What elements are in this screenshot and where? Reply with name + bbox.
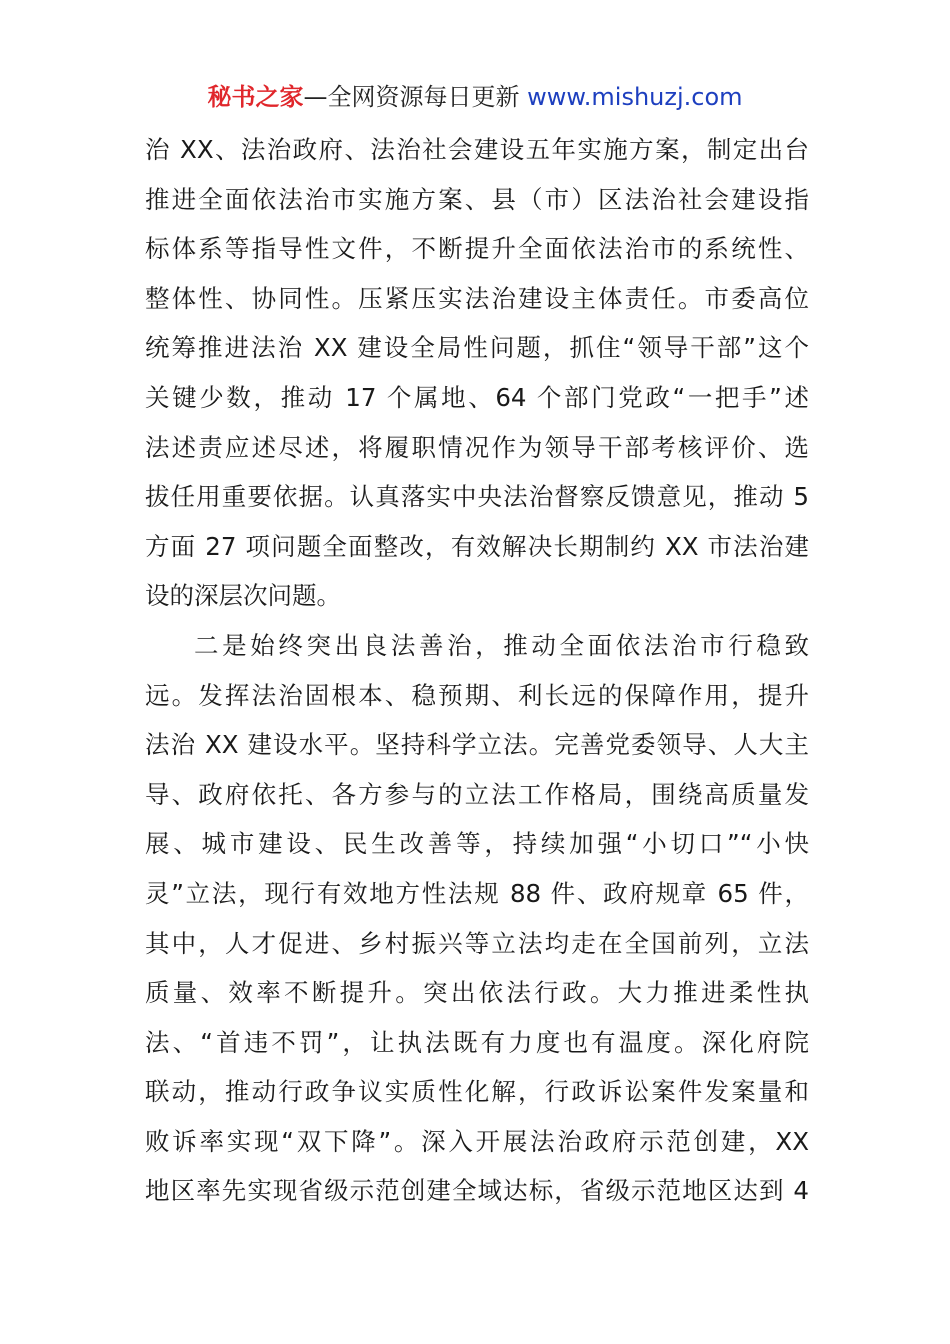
text-line: 推进全面依法治市实施方案、县（市）区法治社会建设指 — [145, 184, 809, 214]
text-line: 败诉率实现“双下降”。深入开展法治政府示范创建，XX — [145, 1126, 809, 1156]
text-line: 灵”立法，现行有效地方性法规 88 件、政府规章 65 件， — [145, 878, 809, 908]
site-tagline: —全网资源每日更新 — [303, 83, 520, 111]
text-line: 导、政府依托、各方参与的立法工作格局，围绕高质量发 — [145, 779, 809, 809]
site-brand: 秘书之家 — [207, 83, 304, 111]
text-line: 二是始终突出良法善治，推动全面依法治市行稳致 — [194, 630, 809, 660]
text-line: 标体系等指导性文件，不断提升全面依法治市的系统性、 — [145, 234, 809, 264]
text-line: 统筹推进法治 XX 建设全局性问题，抓住“领导干部”这个 — [145, 333, 809, 363]
text-line: 法、“首违不罚”，让执法既有力度也有温度。深化府院 — [145, 1027, 809, 1057]
document-body — [145, 125, 809, 1216]
text-line: 远。发挥法治固根本、稳预期、利长远的保障作用，提升 — [145, 680, 809, 710]
paragraph — [145, 125, 809, 621]
text-line: 整体性、协同性。压紧压实法治建设主体责任。市委高位 — [145, 283, 809, 313]
text-line: 其中，人才促进、乡村振兴等立法均走在全国前列，立法 — [145, 928, 809, 958]
text-line: 拔任用重要依据。认真落实中央法治督察反馈意见，推动 5 — [145, 482, 809, 512]
text-line: 法述责应述尽述，将履职情况作为领导干部考核评价、选 — [145, 432, 809, 462]
text-line: 治 XX、法治政府、法治社会建设五年实施方案，制定出台 — [145, 135, 809, 164]
site-header — [0, 82, 950, 112]
text-line: 关键少数，推动 17 个属地、64 个部门党政“一把手”述 — [145, 382, 809, 412]
paragraph — [145, 621, 809, 1216]
text-line: 法治 XX 建设水平。坚持科学立法。完善党委领导、人大主 — [145, 730, 809, 760]
text-line: 联动，推动行政争议实质性化解，行政诉讼案件发案量和 — [145, 1077, 809, 1107]
text-line: 设的深层次问题。 — [145, 581, 341, 611]
text-line: 地区率先实现省级示范创建全域达标，省级示范地区达到 4 — [145, 1176, 809, 1206]
text-line: 方面 27 项问题全面整改，有效解决长期制约 XX 市法治建 — [145, 531, 809, 561]
text-line: 质量、效率不断提升。突出依法行政。大力推进柔性执 — [145, 978, 809, 1008]
text-line: 展、城市建设、民生改善等，持续加强“小切口”“小快 — [145, 829, 809, 859]
site-url-link[interactable]: www.mishuzj.com — [527, 83, 743, 111]
